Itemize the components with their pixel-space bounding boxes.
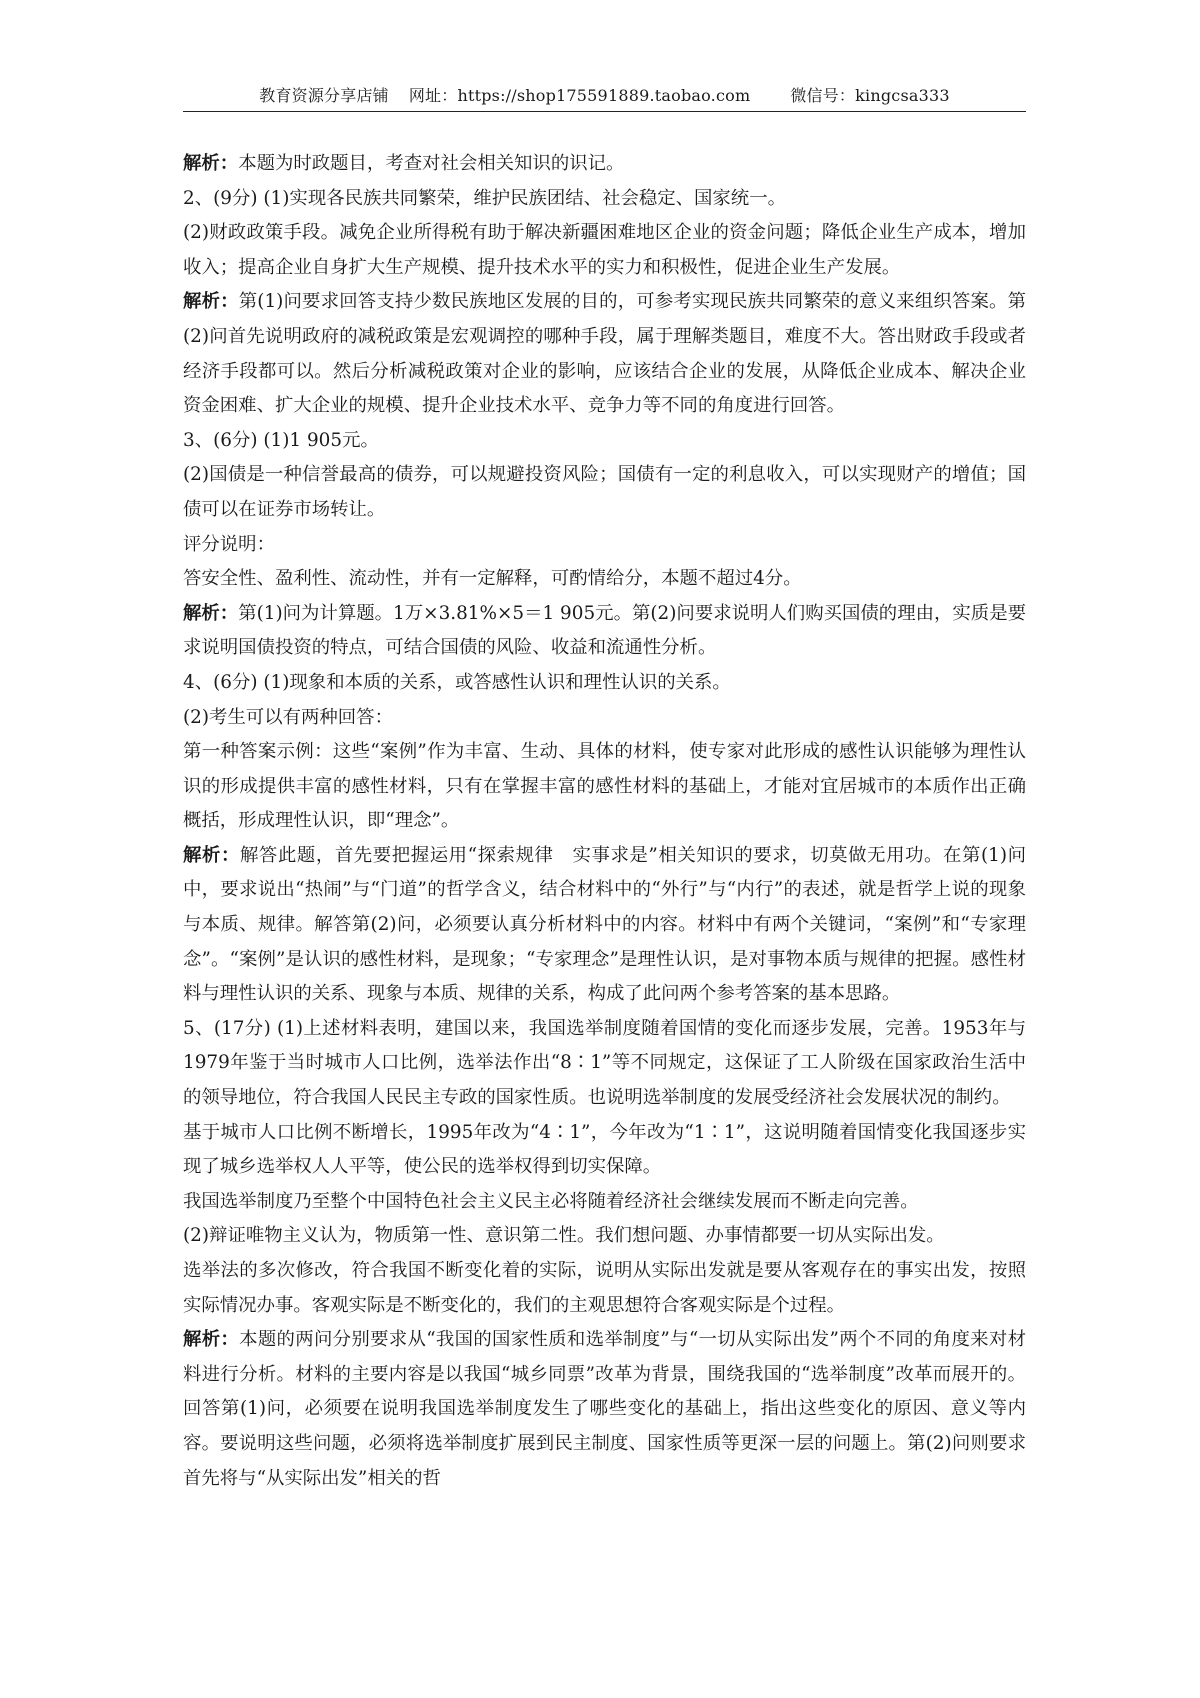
analysis-label: 解析： — [183, 291, 239, 313]
analysis-paragraph — [183, 839, 1026, 1012]
answer-paragraph — [183, 666, 1026, 701]
header-website: 网址：https://shop175591889.taobao.com — [408, 86, 751, 105]
paragraph-text: 第(1)问要求回答支持少数民族地区发展的目的，可参考实现民族共同繁荣的意义来组织答案。第(2)问首先说明政府的减税政策是宏观调控的哪种手段，属于理解类题目，难度不大。答出财政手段或者经济手段都可以。然后分析减税政策对企业的影响，应该结合企业的发展，从降低企业成本、解决企业资金困难、扩大企业的规模、提升企业技术水平、竞争力等不同的角度进行回答。 — [183, 291, 1026, 417]
answer-paragraph — [183, 424, 1026, 459]
paragraph-text: 解答此题，首先要把握运用“探索规律 实事求是”相关知识的要求，切莫做无用功。在第(1)问中，要求说出“热闹”与“门道”的哲学含义，结合材料中的“外行”与“内行”的表述，就是哲学上说的现象与本质、规律。解答第(2)问，必须要认真分析材料中的内容。材料中有两个关键词，“案例”和“专家理念”。“案例”是认识的感性材料，是现象；“专家理念”是理性认识，是对事物本质与规律的把握。感性材料与理性认识的关系、现象与本质、规律的关系，构成了此问两个参考答案的基本思路。 — [183, 844, 1026, 1005]
analysis-paragraph — [183, 285, 1026, 423]
analysis-label: 解析： — [183, 844, 240, 866]
answer-paragraph — [183, 1012, 1026, 1116]
paragraph-text: (2)财政政策手段。减免企业所得税有助于解决新疆困难地区企业的资金问题；降低企业生产成本，增加收入；提高企业自身扩大生产规模、提升技术水平的实力和积极性，促进企业生产发展。 — [183, 222, 1026, 278]
answer-paragraph — [183, 1185, 1026, 1220]
header-divider — [183, 111, 1026, 112]
analysis-paragraph — [183, 1323, 1026, 1496]
paragraph-text: 第(1)问为计算题。1万×3.81%×5＝1 905元。第(2)问要求说明人们购买国债的理由，实质是要求说明国债投资的特点，可结合国债的风险、收益和流通性分析。 — [183, 602, 1026, 659]
paragraph-text: (2)考生可以有两种回答： — [183, 706, 393, 728]
answer-paragraph — [183, 562, 1026, 597]
analysis-paragraph — [183, 147, 1026, 182]
answer-content — [183, 147, 1026, 1496]
paragraph-text: 评分说明： — [183, 533, 275, 555]
paragraph-text: 5、(17分) (1)上述材料表明，建国以来，我国选举制度随着国情的变化而逐步发展，完善。1953年与1979年鉴于当时城市人口比例，选举法作出“8∶1”等不同规定，这保证了工人阶级在国家政治生活中的领导地位，符合我国人民民主专政的国家性质。也说明选举制度的发展受经济社会发展状况的制约。 — [183, 1017, 1026, 1109]
analysis-paragraph — [183, 597, 1026, 666]
answer-paragraph — [183, 1219, 1026, 1254]
answer-paragraph — [183, 458, 1026, 527]
paragraph-text: 本题的两问分别要求从“我国的国家性质和选举制度”与“一切从实际出发”两个不同的角度来对材料进行分析。材料的主要内容是以我国“城乡同票”改革为背景，围绕我国的“选举制度”改革而展开的。回答第(1)问，必须要在说明我国选举制度发生了哪些变化的基础上，指出这些变化的原因、意义等内容。要说明这些问题，必须将选举制度扩展到民主制度、国家性质等更深一层的问题上。第(2)问则要求首先将与“从实际出发”相关的哲 — [183, 1329, 1026, 1489]
paragraph-text: 3、(6分) (1)1 905元。 — [183, 429, 379, 451]
answer-paragraph — [183, 182, 1026, 217]
answer-paragraph — [183, 1254, 1026, 1323]
paragraph-text: (2)辩证唯物主义认为，物质第一性、意识第二性。我们想问题、办事情都要一切从实际出发。 — [183, 1225, 945, 1247]
answer-paragraph — [183, 735, 1026, 839]
analysis-label: 解析： — [183, 153, 239, 174]
answer-paragraph — [183, 528, 1026, 563]
paragraph-text: 选举法的多次修改，符合我国不断变化着的实际，说明从实际出发就是要从客观存在的事实出发，按照实际情况办事。客观实际是不断变化的，我们的主观思想符合客观实际是个过程。 — [183, 1260, 1026, 1316]
answer-paragraph — [183, 701, 1026, 736]
paragraph-text: 第一种答案示例：这些“案例”作为丰富、生动、具体的材料，使专家对此形成的感性认识能够为理性认识的形成提供丰富的感性材料，只有在掌握丰富的感性材料的基础上，才能对宜居城市的本质作出正确概括，形成理性认识，即“理念”。 — [183, 741, 1026, 832]
paragraph-text: 2、(9分) (1)实现各民族共同繁荣，维护民族团结、社会稳定、国家统一。 — [183, 187, 786, 209]
paragraph-text: 4、(6分) (1)现象和本质的关系，或答感性认识和理性认识的关系。 — [183, 671, 731, 693]
paragraph-text: 答安全性、盈利性、流动性，并有一定解释，可酌情给分，本题不超过4分。 — [183, 568, 802, 590]
answer-paragraph — [183, 216, 1026, 285]
header-shop-name: 教育资源分享店铺 — [259, 86, 389, 105]
analysis-label: 解析： — [183, 1329, 240, 1351]
paragraph-text: 本题为时政题目，考查对社会相关知识的识记。 — [238, 153, 625, 174]
paragraph-text: (2)国债是一种信誉最高的债券，可以规避投资风险；国债有一定的利息收入，可以实现财产的增值；国债可以在证券市场转让。 — [183, 464, 1026, 520]
paragraph-text: 基于城市人口比例不断增长，1995年改为“4∶1”，今年改为“1∶1”，这说明随着国情变化我国逐步实现了城乡选举权人人平等，使公民的选举权得到切实保障。 — [183, 1121, 1026, 1178]
paragraph-text: 我国选举制度乃至整个中国特色社会主义民主必将随着经济社会继续发展而不断走向完善。 — [183, 1190, 919, 1212]
answer-paragraph — [183, 1116, 1026, 1185]
analysis-label: 解析： — [183, 602, 239, 624]
header-wechat: 微信号：kingcsa333 — [790, 86, 950, 105]
page-header — [183, 84, 1026, 108]
